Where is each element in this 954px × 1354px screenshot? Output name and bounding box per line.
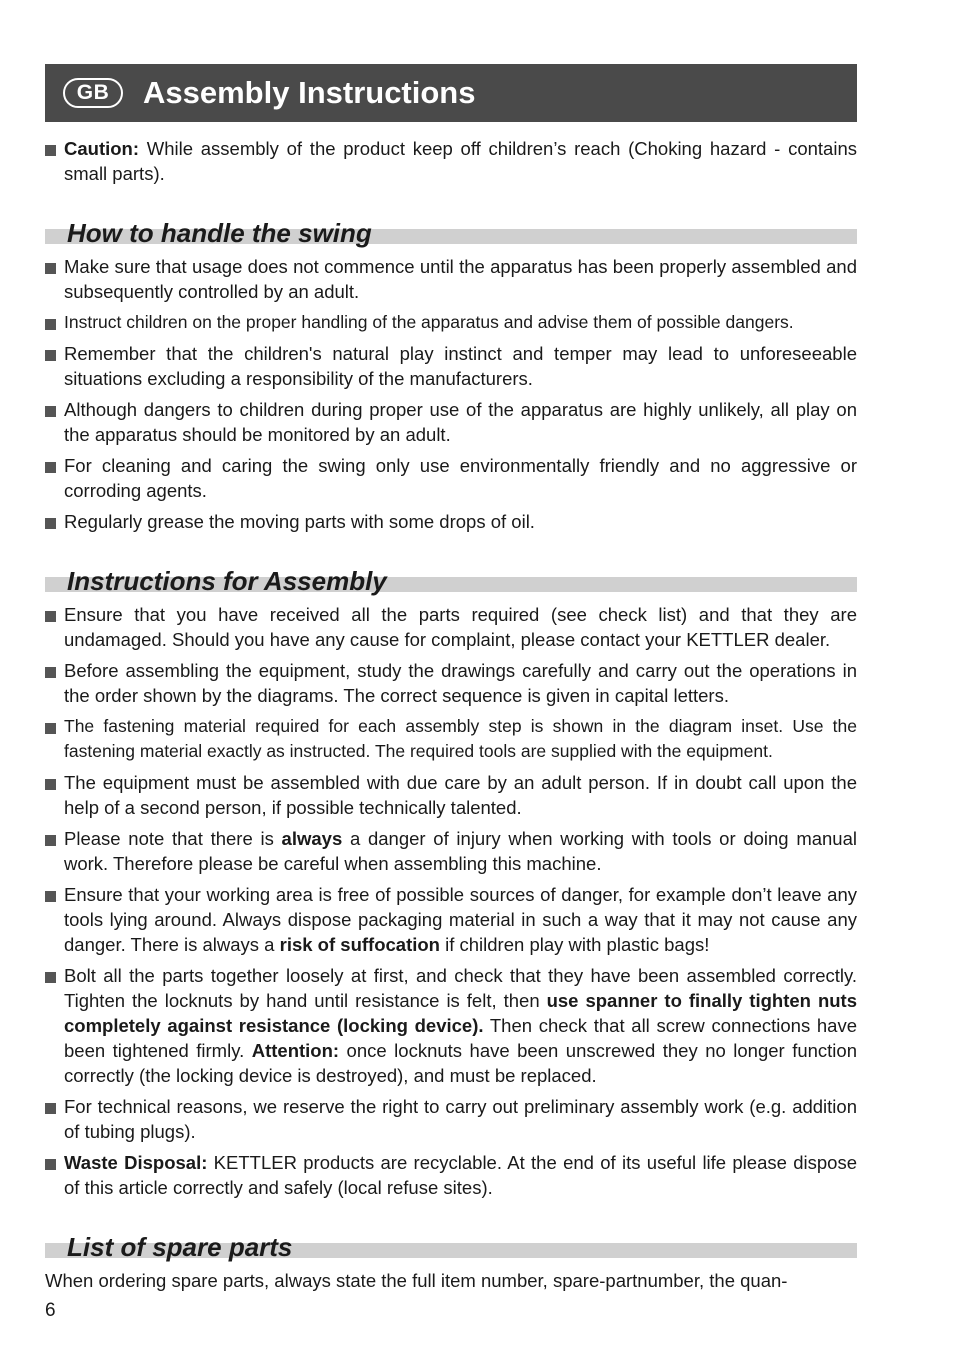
- bullet-square-icon: [45, 145, 56, 156]
- caution-item: [45, 136, 857, 186]
- bullet-square-icon: [45, 667, 56, 678]
- list-item-text: once locknuts have been unscrewed they no longer function correctly (the locking device is destroyed), and must be replaced.: [64, 1040, 857, 1086]
- emphasis-text: risk of suffocation: [279, 934, 440, 955]
- section-header-assembly: [45, 552, 857, 598]
- bullet-square-icon: [45, 406, 56, 417]
- list-item-text: The equipment must be assembled with due care by an adult person. If in doubt call upon the help of a second person, if possible technically talented.: [64, 772, 857, 818]
- list-item-text: if children play with plastic bags!: [439, 934, 710, 955]
- list-item-text: KETTLER products are recyclable. At the end of its useful life please dispose of this article correctly and safely (local refuse sites).: [64, 1152, 857, 1198]
- list-item-text: Regularly grease the moving parts with some drops of oil.: [64, 511, 535, 532]
- list-item: [45, 1094, 857, 1144]
- waste-disposal-label: Waste Disposal:: [64, 1152, 208, 1173]
- section-heading: Instructions for Assembly: [67, 566, 387, 596]
- bullet-square-icon: [45, 1103, 56, 1114]
- list-item: [45, 310, 857, 335]
- bullet-square-icon: [45, 891, 56, 902]
- bullet-square-icon: [45, 350, 56, 361]
- list-item: [45, 1150, 857, 1200]
- bullet-square-icon: [45, 319, 56, 330]
- list-item: [45, 602, 857, 652]
- language-badge: GB: [63, 78, 123, 108]
- title-bar: [45, 64, 857, 122]
- list-item-text: For technical reasons, we reserve the right to carry out preliminary assembly work (e.g. addition of tubing plugs).: [64, 1096, 857, 1142]
- bullet-square-icon: [45, 518, 56, 529]
- list-item-text: Please note that there is: [64, 828, 282, 849]
- spare-parts-text: When ordering spare parts, always state the full item number, spare-partnumber, the quan-: [45, 1270, 788, 1291]
- list-item: [45, 658, 857, 708]
- list-item-text: Then check that all screw connections have been tightened firmly.: [64, 1015, 857, 1061]
- list-item: [45, 882, 857, 957]
- page-number: 6: [45, 1300, 56, 1321]
- list-item-text: Bolt all the parts together loosely at first, and check that they have been assembled correctly. Tighten the locknuts by hand until resistance is felt, then: [64, 965, 857, 1011]
- caution-label: Caution:: [64, 138, 140, 159]
- section-header-swing: [45, 204, 857, 250]
- list-item: [45, 770, 857, 820]
- list-item: [45, 453, 857, 503]
- list-item: [45, 826, 857, 876]
- bullet-square-icon: [45, 1159, 56, 1170]
- emphasis-text: use spanner to finally tighten nuts completely against resistance (locking device).: [64, 990, 857, 1036]
- bullet-square-icon: [45, 723, 56, 734]
- list-item-text: Although dangers to children during proper use of the apparatus are highly unlikely, all play on the apparatus should be monitored by an adult.: [64, 399, 857, 445]
- list-item-text: The fastening material required for each assembly step is shown in the diagram inset. Use the fastening material exactly as instructed. The required tools are supplied with the equipment.: [64, 716, 857, 761]
- bullet-square-icon: [45, 462, 56, 473]
- section-heading: List of spare parts: [67, 1232, 293, 1262]
- list-item-text: a danger of injury when working with tools or doing manual work. Therefore please be careful when assembling this machine.: [64, 828, 857, 874]
- attention-label: Attention:: [251, 1040, 340, 1061]
- bullet-square-icon: [45, 835, 56, 846]
- list-item-text: Ensure that your working area is free of possible sources of danger, for example don’t leave any tools lying around. Always dispose packaging material in such a way that it may not cause any danger. There is always a: [64, 884, 857, 955]
- section-header-spare-parts: [45, 1218, 857, 1264]
- list-item-text: Instruct children on the proper handling of the apparatus and advise them of possible dangers.: [64, 312, 794, 332]
- bullet-square-icon: [45, 972, 56, 983]
- list-item-text: Before assembling the equipment, study the drawings carefully and carry out the operations in the order shown by the diagrams. The correct sequence is given in capital letters.: [64, 660, 857, 706]
- emphasis-text: always: [281, 828, 343, 849]
- caution-text: While assembly of the product keep off children’s reach (Choking hazard - contains small parts).: [64, 138, 857, 184]
- list-item: [45, 341, 857, 391]
- list-item-text: For cleaning and caring the swing only use environmentally friendly and no aggressive or corroding agents.: [64, 455, 857, 501]
- list-item: [45, 509, 857, 534]
- page-title: Assembly Instructions: [143, 75, 476, 110]
- list-item-text: Remember that the children's natural play instinct and temper may lead to unforeseeable situations excluding a responsibility of the manufacturers.: [64, 343, 857, 389]
- list-item-text: Ensure that you have received all the parts required (see check list) and that they are undamaged. Should you have any cause for complaint, please contact your KETTLER dealer.: [64, 604, 857, 650]
- section-heading: How to handle the swing: [67, 218, 372, 248]
- list-item: [45, 963, 857, 1088]
- manual-page: [45, 64, 857, 1293]
- list-item-text: Make sure that usage does not commence until the apparatus has been properly assembled and subsequently controlled by an adult.: [64, 256, 857, 302]
- list-item: [45, 397, 857, 447]
- list-item: [45, 714, 857, 764]
- bullet-square-icon: [45, 611, 56, 622]
- bullet-square-icon: [45, 779, 56, 790]
- bullet-square-icon: [45, 263, 56, 274]
- list-item: [45, 254, 857, 304]
